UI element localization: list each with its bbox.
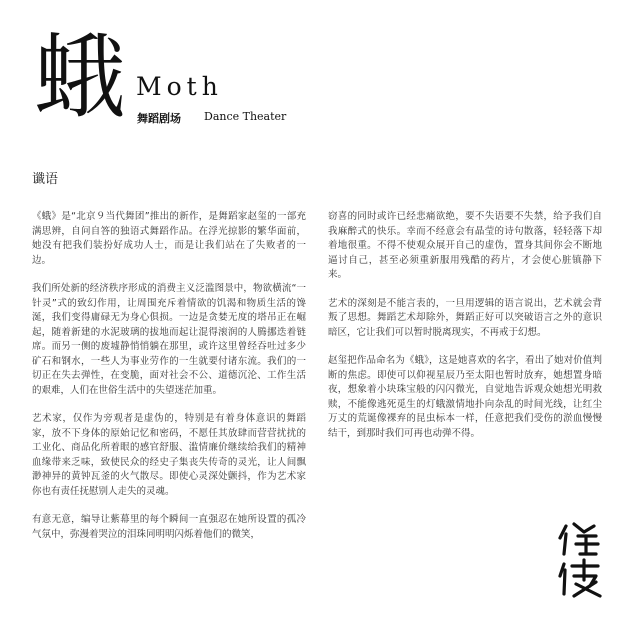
paragraph: 赵玺把作品命名为《蛾》，这是她喜欢的名字，看出了她对价值判断的焦虑。即使可以仰视星辰乃至太阳也暂时放弃，她想置身暗夜，想象着小块珠宝般的闪闪微光，自觉地告诉观众她想光明救赎，不能像逃死觅生的灯蛾激情地扑向杂乱的时间光线，让红尘万丈的荒诞像裸弃的昆虫标本一样，任意把我们受伤的淤血慢慢结干，到那时我们可再也动弹不得。 — [328, 355, 602, 439]
paragraph: 有意无意，编导让紫幕里的每个瞬间一直强忍在她所设置的孤冷气氛中，弥漫着哭泣的泪珠同明明闪烁着他们的微笑， — [32, 514, 306, 540]
title-character: 蛾 — [34, 24, 127, 131]
subtitle-english: Dance Theater — [204, 110, 287, 123]
paragraph: 《蛾》是“北京９当代舞团”推出的新作，是舞蹈家赵玺的一部充满思辨，自问自答的独语式舞蹈作品。在浮光掠影的繁华面前，她没有把我们装扮好成功人士，而是让我们站在了失败者的一边。 — [32, 211, 306, 266]
right-column — [328, 210, 602, 455]
title-english: Moth — [136, 72, 223, 101]
section-title: 谶语 — [32, 172, 59, 187]
paragraph: 窃喜的同时或许已经悲痛欲绝，要不失语要不失禁，给予我们自我麻醉式的快乐。幸而不经意会有晶莹的诗句散落，轻轻落下却着地很重。不得不使观众展开自己的虚伪，置身其间你会不断地逼讨自己，甚至必须重新服用残酷的药片，才会使心脏镇静下来。 — [328, 211, 602, 280]
handwritten-signature — [556, 520, 606, 600]
left-column — [32, 210, 306, 556]
paragraph: 艺术家，仅作为旁观者是虚伪的，特别是有着身体意识的舞蹈家，放不下身体的原始记忆和密码，不愿任其放肆而营营扰扰的工业化、商品化所着眼的感官舒服、滥情廉价继续给我们的精神血缘带来乏味，致使民众的经史子集丧失传奇的灵光，让人间飘渺神异的黄钟瓦釜的火气散尽。即使心灵深处颤抖，作为艺术家你也有责任抚慰别人走失的灵魂。 — [32, 413, 306, 497]
paragraph: 我们所处新的经济秩序形成的消费主义泛滥图景中，物欲横流“一针灵”式的致幻作用，让周围充斥着情欲的饥渴和物质生活的馋涎，我们变得庸碌无为身心俱损。一边是贪婪无度的塔吊正在崛起，随着新建的水泥玻璃的拔地而起让混得滚润的人腾挪迭着链席。而另一侧的废墟静悄悄躺在那里，或许这里曾经吞吐过多少矿石和钢水，一些人为事业劳作的一生就要付诸东流。我们的一切正在失去弹性，在变脆，面对社会不公、道德沉沦、工作生活的艰难，人们在世俗生活中的失望迷茫加重。 — [32, 283, 306, 396]
header — [34, 24, 334, 138]
paragraph: 艺术的深刻是不能言表的，一旦用逻辑的语言说出，艺术就会背叛了思想。舞蹈艺术却除外，舞蹈正好可以突破语言之外的意识暗区，它让我们可以暂时脱离现实，不再戒于幻想。 — [328, 297, 602, 338]
subtitle-chinese: 舞蹈剧场 — [137, 112, 181, 125]
